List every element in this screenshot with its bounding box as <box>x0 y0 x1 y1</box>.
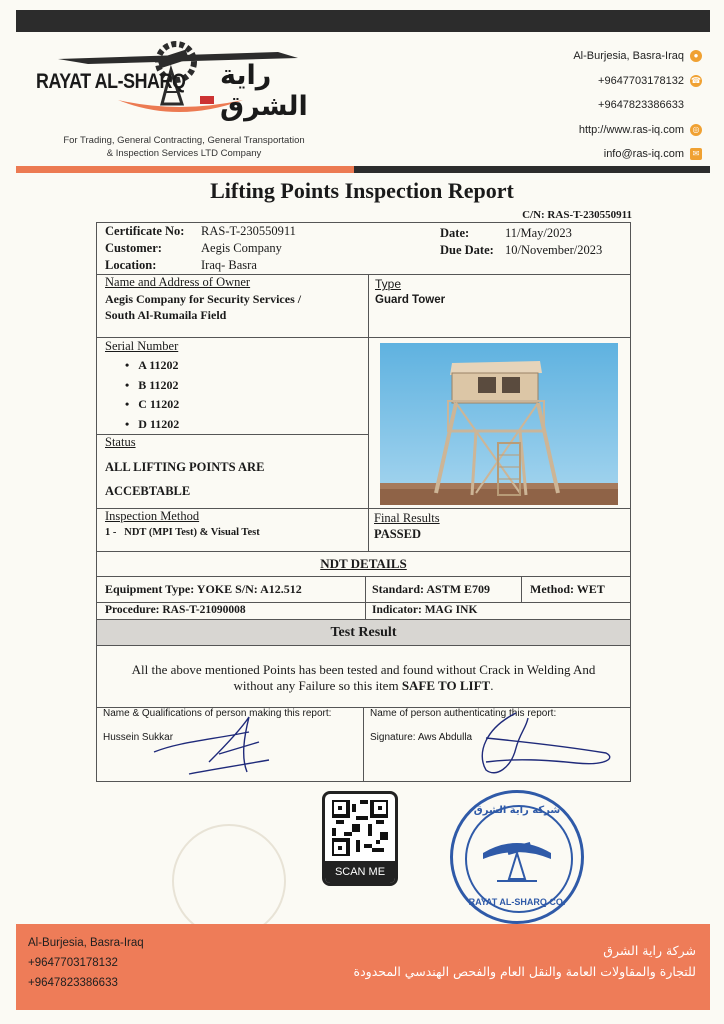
certificate-value: RAS-T-230550911 <box>201 224 296 238</box>
seal-text-arabic: شركة راية الشرق <box>473 805 561 816</box>
test-result-body <box>96 645 631 708</box>
authenticator-signature <box>456 708 626 783</box>
phone-icon: ☎ <box>691 75 701 85</box>
due-date-label: Due Date: <box>440 243 494 257</box>
result-period: . <box>490 678 494 693</box>
procedure-value: Procedure: RAS-T-21090008 <box>105 604 246 616</box>
owner-line-2: South Al-Rumaila Field <box>105 308 227 322</box>
serial-cell <box>96 337 369 435</box>
contact-address: Al-Burjesia, Basra-Iraq <box>573 50 684 63</box>
header-divider-dark <box>354 166 710 173</box>
guard-tower-photo <box>380 343 618 505</box>
inspector-signature-cell <box>96 707 364 782</box>
type-label: Type <box>375 277 402 291</box>
serial-value: D 11202 <box>138 416 180 431</box>
contact-email: info@ras-iq.com <box>603 148 684 161</box>
inspector-label: Name & Qualifications of person making this report: <box>103 708 332 719</box>
faded-seal <box>172 824 286 938</box>
contact-phone-2: +9647823386633 <box>598 99 684 112</box>
authenticator-signature-cell <box>363 707 631 782</box>
company-seal <box>450 790 584 924</box>
footer-arabic-description: للتجارة والمقاولات العامة والنقل العام والفحص الهندسي المحدودة <box>353 964 696 979</box>
test-result-title: Test Result <box>330 625 397 640</box>
ndt-details-title: NDT DETAILS <box>320 556 407 571</box>
method-wet-cell <box>521 576 631 603</box>
header-top-bar <box>16 10 710 32</box>
method-label: Inspection Method <box>105 509 200 523</box>
result-line-2 <box>97 678 630 694</box>
contact-website: http://www.ras-iq.com <box>578 123 684 136</box>
serial-value: C 11202 <box>138 397 180 411</box>
equipment-value: Equipment Type: YOKE S/N: A12.512 <box>105 582 302 596</box>
serial-item: • C 11202 <box>125 397 180 411</box>
company-tagline <box>34 134 334 160</box>
type-value: Guard Tower <box>375 294 446 306</box>
footer-phone-2: +9647823386633 <box>28 977 118 989</box>
mail-icon: ✉ <box>690 148 702 160</box>
status-label: Status <box>105 435 136 449</box>
final-results-label: Final Results <box>374 511 440 525</box>
footer-band <box>16 924 710 1010</box>
date-value: 11/May/2023 <box>505 226 572 240</box>
logo-english-name: RAYAT AL-SHARQ <box>36 70 186 93</box>
certificate-info-block <box>96 222 631 275</box>
company-logo <box>28 34 328 164</box>
standard-value: Standard: ASTM E709 <box>372 582 491 596</box>
standard-cell <box>365 576 522 603</box>
authenticator-label: Name of person authenticating this report: <box>370 708 557 719</box>
inspector-signature <box>149 712 279 782</box>
header-divider-orange <box>16 166 354 173</box>
location-label: Location: <box>105 258 157 272</box>
indicator-cell <box>365 602 631 620</box>
seal-text: RAYAT AL-SHARQ CO. <box>468 897 566 907</box>
certificate-label: Certificate No: <box>105 224 185 238</box>
status-cell <box>96 434 369 509</box>
serial-label: Serial Number <box>105 339 179 353</box>
serial-item: • B 11202 <box>125 377 179 392</box>
tagline-line-2: & Inspection Services LTD Company <box>106 148 262 159</box>
equipment-cell <box>96 576 366 603</box>
customer-label: Customer: <box>105 241 162 255</box>
ndt-method-value: Method: WET <box>530 582 605 596</box>
header-contact <box>573 44 702 167</box>
serial-value: B 11202 <box>138 377 179 392</box>
procedure-cell <box>96 602 366 620</box>
footer-address: Al-Burjesia, Basra-Iraq <box>28 937 144 949</box>
inspector-name: Hussein Sukkar <box>103 732 174 743</box>
authenticator-name: Signature: Aws Abdulla <box>370 732 473 743</box>
safe-to-lift: SAFE TO LIFT <box>401 678 491 693</box>
serial-value: A 11202 <box>138 358 179 372</box>
qr-code[interactable] <box>322 791 398 886</box>
footer-arabic-company: شركة راية الشرق <box>603 943 696 958</box>
type-cell <box>368 274 631 338</box>
status-line-2: ACCEBTABLE <box>105 484 191 498</box>
serial-item: • A 11202 <box>125 358 179 372</box>
serial-list <box>125 356 179 434</box>
date-label: Date: <box>440 226 470 240</box>
cn-number: C/N: RAS-T-230550911 <box>522 209 632 221</box>
method-cell <box>96 508 369 552</box>
qr-pattern-icon <box>332 800 388 856</box>
contact-phone-1: +9647703178132 <box>598 74 684 87</box>
customer-value: Aegis Company <box>201 241 282 255</box>
report-title: Lifting Points Inspection Report <box>210 178 514 203</box>
footer-phone-1: +9647703178132 <box>28 957 118 969</box>
final-results-value: PASSED <box>374 527 422 541</box>
result-line-1: All the above mentioned Points has been tested and found without Crack in Welding And <box>131 662 596 677</box>
ndt-details-header <box>96 551 631 577</box>
globe-icon: ◎ <box>690 124 702 136</box>
result-line-2-text: without any Failure so this item <box>233 678 402 693</box>
tagline-line-1: For Trading, General Contracting, General Transportation <box>63 135 305 146</box>
photo-cell <box>368 337 631 509</box>
owner-cell <box>96 274 369 338</box>
footer-contact <box>28 933 144 993</box>
scan-me-label: SCAN ME <box>325 861 395 883</box>
indicator-value: Indicator: MAG INK <box>372 604 478 616</box>
method-value: 1 - NDT (MPI Test) & Visual Test <box>105 527 260 538</box>
location-value: Iraq- Basra <box>201 258 257 272</box>
status-line-1: ALL LIFTING POINTS ARE <box>105 460 265 474</box>
final-results-cell <box>368 508 631 552</box>
owner-line-1: Aegis Company for Security Services / <box>105 292 302 306</box>
test-result-header <box>96 619 631 646</box>
due-date-value: 10/November/2023 <box>505 243 603 257</box>
footer-arabic-info <box>354 940 696 982</box>
location-pin-icon: ● <box>690 50 702 62</box>
serial-item: • D 11202 <box>125 416 180 431</box>
owner-label: Name and Address of Owner <box>105 275 251 289</box>
logo-arabic-name: راية الشرق <box>220 60 308 122</box>
